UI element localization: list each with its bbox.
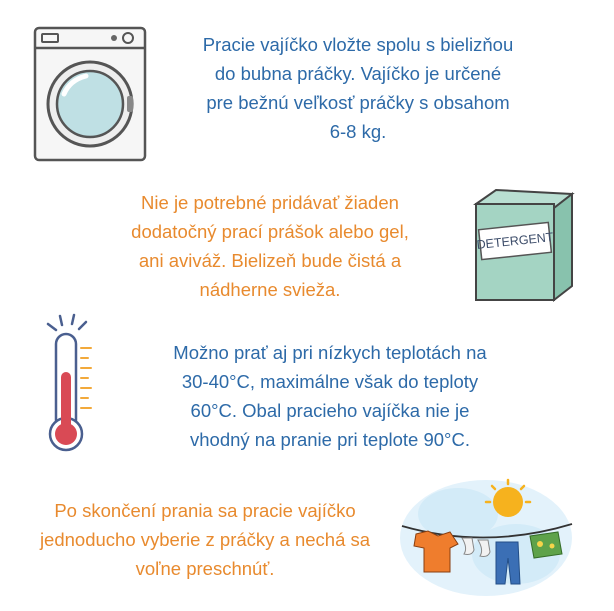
text-line: ani aviváž. Bielizeň bude čistá a (138, 250, 402, 271)
text-line: 6-8 kg. (329, 121, 387, 142)
detergent-box-icon (468, 186, 578, 304)
text-line: do bubna práčky. Vajíčko je určené (214, 63, 502, 84)
section-drying (14, 496, 396, 583)
text-line: nádherne svieža. (199, 279, 341, 300)
thermometer-icon (36, 312, 100, 458)
text-line: vhodný na pranie pri teplote 90°C. (190, 429, 470, 450)
text-line: 60°C. Obal pracieho vajíčka nie je (190, 400, 470, 421)
text-line: jednoducho vyberie z práčky a nechá sa (39, 529, 371, 550)
section-washing (158, 30, 558, 146)
detergent-label: DETERGENT (475, 230, 555, 252)
section-temperature (122, 338, 538, 454)
clothesline-icon (398, 474, 574, 600)
text-line: voľne preschnúť. (135, 558, 275, 579)
washing-machine-icon (30, 24, 150, 164)
section-detergent (60, 188, 480, 304)
text-line: pre bežnú veľkosť práčky s obsahom (206, 92, 510, 113)
text-line: Po skončení prania sa pracie vajíčko (54, 500, 356, 521)
text-line: Možno prať aj pri nízkych teplotách na (173, 342, 487, 363)
text-line: Pracie vajíčko vložte spolu s bielizňou (202, 34, 514, 55)
text-line: Nie je potrebné pridávať žiaden (141, 192, 399, 213)
text-line: dodatočný prací prášok alebo gel, (131, 221, 409, 242)
text-line: 30-40°C, maximálne však do teploty (181, 371, 479, 392)
